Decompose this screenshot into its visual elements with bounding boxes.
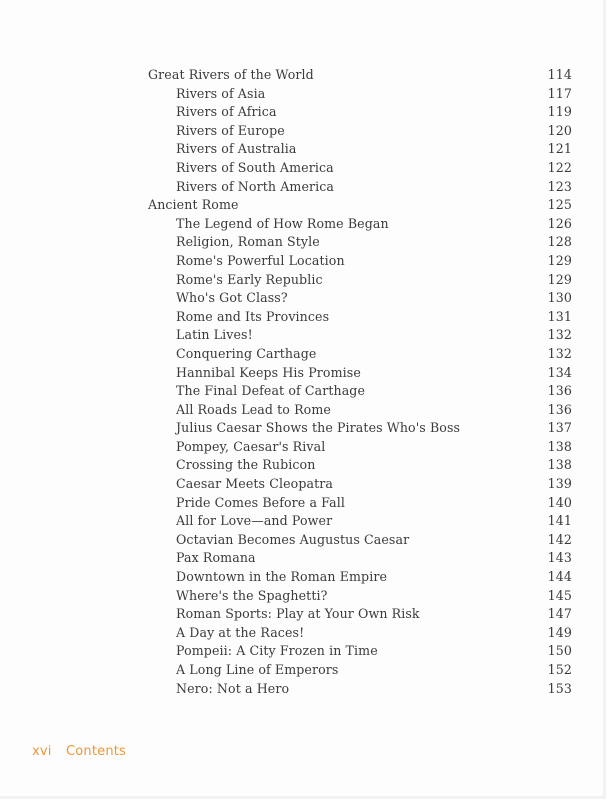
toc-entry-title: Religion, Roman Style: [176, 234, 320, 250]
toc-entry-title: Conquering Carthage: [176, 345, 317, 361]
toc-entry-page-number: 131: [547, 308, 572, 324]
toc-entry-page-number: 122: [547, 159, 572, 175]
toc-section-entry: [148, 494, 572, 513]
toc-entry-page-number: 117: [547, 85, 572, 101]
toc-section-entry: [148, 587, 572, 606]
toc-section-entry: [148, 531, 572, 550]
toc-entry-page-number: 121: [547, 141, 572, 157]
toc-section-entry: [148, 140, 572, 159]
toc-entry-title: Roman Sports: Play at Your Own Risk: [176, 606, 420, 622]
toc-entry-title: Great Rivers of the World: [148, 67, 314, 82]
toc-section-entry: [148, 159, 572, 178]
toc-section-entry: [148, 178, 572, 197]
toc-entry-page-number: 128: [547, 234, 572, 250]
toc-section-entry: [148, 215, 572, 234]
toc-section-entry: [148, 438, 572, 457]
toc-entry-title: Rivers of Asia: [176, 85, 266, 101]
toc-entry-page-number: 139: [547, 476, 572, 492]
toc-entry-page-number: 152: [547, 662, 572, 677]
toc-entry-title: Rivers of South America: [176, 159, 334, 175]
toc-entry-title: Rivers of Europe: [176, 122, 285, 138]
toc-section-entry: [148, 661, 572, 680]
toc-section-entry: [148, 549, 572, 568]
toc-section-entry: [148, 456, 572, 475]
toc-entry-title: Rivers of North America: [176, 178, 335, 194]
footer-section-title: Contents: [65, 744, 127, 759]
toc-section-entry: [148, 345, 572, 364]
toc-entry-page-number: 125: [547, 197, 572, 213]
toc-entry-page-number: 129: [547, 252, 572, 268]
toc-entry-title: The Legend of How Rome Began: [176, 215, 389, 231]
toc-section-entry: [148, 382, 572, 401]
toc-entry-page-number: 134: [547, 364, 572, 380]
toc-entry-page-number: 149: [547, 624, 572, 640]
toc-entry-title: Julius Caesar Shows the Pirates Who's Boss: [176, 420, 461, 436]
toc-entry-page-number: 142: [547, 531, 572, 547]
toc-entry-title: Nero: Not a Hero: [176, 680, 290, 696]
toc-section-entry: [148, 233, 572, 252]
toc-entry-title: Rome's Early Republic: [176, 271, 323, 287]
toc-entry-page-number: 141: [547, 513, 572, 529]
table-of-contents: [148, 66, 572, 698]
toc-entry-page-number: 143: [547, 550, 572, 566]
toc-entry-page-number: 138: [547, 438, 572, 454]
toc-entry-page-number: 126: [547, 215, 572, 231]
toc-section-entry: [148, 624, 572, 643]
toc-entry-page-number: 132: [547, 345, 572, 361]
toc-entry-page-number: 136: [547, 383, 572, 399]
toc-entry-title: Rome's Powerful Location: [176, 252, 345, 268]
toc-section-entry: [148, 512, 572, 531]
toc-entry-title: A Day at the Races!: [176, 624, 305, 640]
toc-section-entry: [148, 568, 572, 587]
toc-entry-title: Ancient Rome: [148, 197, 239, 213]
toc-section-entry: [148, 122, 572, 141]
toc-entry-page-number: 140: [547, 494, 572, 510]
toc-entry-title: Pride Comes Before a Fall: [176, 494, 346, 510]
toc-entry-page-number: 132: [547, 327, 572, 343]
toc-chapter-entry: [148, 66, 572, 85]
toc-entry-title: Octavian Becomes Augustus Caesar: [176, 531, 410, 547]
toc-entry-title: Pax Romana: [176, 550, 256, 566]
toc-entry-title: Pompeii: A City Frozen in Time: [176, 643, 378, 659]
toc-section-entry: [148, 605, 572, 624]
toc-section-entry: [148, 401, 572, 420]
toc-section-entry: [148, 326, 572, 345]
toc-entry-page-number: 137: [547, 420, 572, 436]
toc-section-entry: [148, 85, 572, 104]
toc-entry-page-number: 136: [547, 401, 572, 417]
toc-section-entry: [148, 364, 572, 383]
toc-entry-page-number: 153: [547, 680, 572, 696]
toc-entry-page-number: 114: [547, 67, 572, 82]
toc-entry-title: Crossing the Rubicon: [176, 457, 316, 473]
footer-page-number: xvi: [32, 744, 52, 759]
toc-entry-page-number: 150: [547, 643, 572, 659]
toc-entry-page-number: 138: [547, 457, 572, 473]
toc-section-entry: [148, 289, 572, 308]
toc-section-entry: [148, 419, 572, 438]
toc-entry-title: The Final Defeat of Carthage: [176, 383, 366, 399]
toc-entry-title: Caesar Meets Cleopatra: [176, 476, 333, 492]
toc-entry-title: Latin Lives!: [176, 327, 253, 343]
toc-entry-page-number: 119: [547, 104, 572, 120]
toc-entry-title: All Roads Lead to Rome: [176, 401, 331, 417]
toc-entry-title: Rivers of Africa: [176, 104, 277, 120]
toc-section-entry: [148, 271, 572, 290]
toc-section-entry: [148, 475, 572, 494]
toc-entry-title: Rome and Its Provinces: [176, 308, 330, 324]
toc-section-entry: [148, 252, 572, 271]
toc-entry-title: Downtown in the Roman Empire: [176, 569, 388, 585]
toc-entry-title: Who's Got Class?: [176, 290, 288, 306]
toc-section-entry: [148, 680, 572, 699]
toc-entry-title: Pompey, Caesar's Rival: [176, 438, 326, 454]
toc-chapter-entry: [148, 196, 572, 215]
toc-section-entry: [148, 103, 572, 122]
page-footer: [32, 744, 126, 759]
toc-entry-page-number: 129: [547, 271, 572, 287]
toc-entry-title: Rivers of Australia: [176, 141, 297, 157]
toc-entry-page-number: 144: [547, 569, 572, 585]
toc-entry-page-number: 145: [547, 587, 572, 603]
toc-entry-title: A Long Line of Emperors: [176, 662, 339, 677]
toc-entry-page-number: 123: [547, 178, 572, 194]
toc-section-entry: [148, 642, 572, 661]
toc-entry-page-number: 120: [547, 122, 572, 138]
toc-entry-page-number: 147: [547, 606, 572, 622]
toc-section-entry: [148, 308, 572, 327]
toc-entry-title: Hannibal Keeps His Promise: [176, 364, 361, 380]
toc-entry-title: All for Love—and Power: [176, 513, 333, 529]
toc-entry-page-number: 130: [547, 290, 572, 306]
toc-entry-title: Where's the Spaghetti?: [176, 587, 328, 603]
